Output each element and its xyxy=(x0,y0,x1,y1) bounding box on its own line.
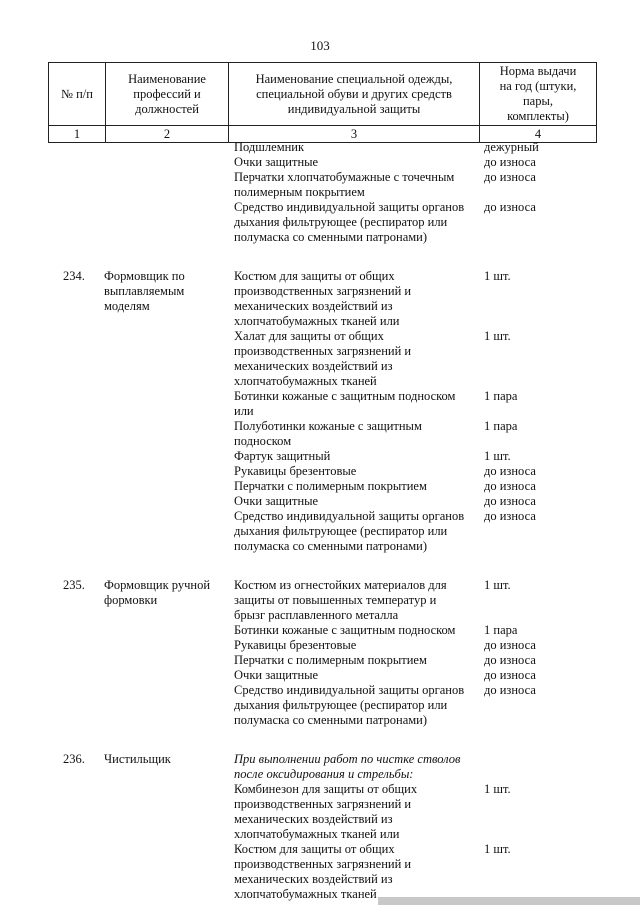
equipment-item-line: Подшлемник xyxy=(234,140,305,154)
equipment-item-line: Полуботинки кожаные с защитным xyxy=(234,419,422,433)
norm-value: до износа xyxy=(484,155,536,169)
profession-line: моделям xyxy=(104,299,150,313)
equipment-item-line: подноском xyxy=(234,434,292,448)
equipment-item-line: производственных загрязнений и xyxy=(234,797,412,811)
equipment-item-line: Халат для защиты от общих xyxy=(234,329,384,343)
equipment-item-line: Средство индивидуальной защиты органов xyxy=(234,683,465,697)
equipment-item-line: дыхания фильтрующее (респиратор или xyxy=(234,524,448,538)
column-number-3: 3 xyxy=(229,126,480,143)
equipment-item-line: Ботинки кожаные с защитным подноском xyxy=(234,389,456,403)
norm-value: до износа xyxy=(484,464,536,478)
norm-value: 1 шт. xyxy=(484,269,511,283)
profession-line: формовки xyxy=(104,593,158,607)
equipment-item-line: Комбинезон для защиты от общих xyxy=(234,782,418,796)
norm-value: до износа xyxy=(484,479,536,493)
equipment-item-line: Ботинки кожаные с защитным подноском xyxy=(234,623,456,637)
equipment-item-line: полумаска со сменными патронами) xyxy=(234,230,428,244)
equipment-item-line: брызг расплавленного металла xyxy=(234,608,399,622)
equipment-item-line: Костюм для защиты от общих xyxy=(234,842,395,856)
norm-value: 1 шт. xyxy=(484,782,511,796)
equipment-item-line: Очки защитные xyxy=(234,668,319,682)
equipment-item-line: полумаска со сменными патронами) xyxy=(234,539,428,553)
norm-value: до износа xyxy=(484,668,536,682)
equipment-item-line: Фартук защитный xyxy=(234,449,331,463)
row-number: 234. xyxy=(63,269,85,283)
equipment-item-line: Костюм для защиты от общих xyxy=(234,269,395,283)
equipment-item-line: Перчатки хлопчатобумажные с точечным xyxy=(234,170,455,184)
norm-value: до износа xyxy=(484,638,536,652)
equipment-item-line: Рукавицы брезентовые xyxy=(234,638,357,652)
equipment-item-line: Костюм из огнестойких материалов для xyxy=(234,578,447,592)
norm-value: до износа xyxy=(484,683,536,697)
equipment-item-line: производственных загрязнений и xyxy=(234,284,412,298)
usage-note: после оксидирования и стрельбы: xyxy=(234,767,414,781)
norm-value: дежурный xyxy=(484,140,539,154)
equipment-item-line: механических воздействий из xyxy=(234,872,393,886)
norm-value: 1 пара xyxy=(484,419,518,433)
norm-value: до износа xyxy=(484,200,536,214)
norm-value: до износа xyxy=(484,653,536,667)
table-header xyxy=(48,62,597,143)
equipment-item-line: хлопчатобумажных тканей xyxy=(234,374,377,388)
equipment-item-line: полумаска со сменными патронами) xyxy=(234,713,428,727)
equipment-item-line: хлопчатобумажных тканей или xyxy=(234,827,400,841)
equipment-item-line: дыхания фильтрующее (респиратор или xyxy=(234,215,448,229)
equipment-item-line: Перчатки с полимерным покрытием xyxy=(234,479,427,493)
column-number-4: 4 xyxy=(480,126,597,143)
equipment-item-line: Очки защитные xyxy=(234,155,319,169)
equipment-item-line: механических воздействий из xyxy=(234,299,393,313)
norm-value: 1 пара xyxy=(484,623,518,637)
profession-line: Чистильщик xyxy=(104,752,171,766)
equipment-item-line: Перчатки с полимерным покрытием xyxy=(234,653,427,667)
profession-line: выплавляемым xyxy=(104,284,185,298)
norm-value: 1 шт. xyxy=(484,578,511,592)
equipment-item-line: производственных загрязнений и xyxy=(234,857,412,871)
equipment-item-line: производственных загрязнений и xyxy=(234,344,412,358)
equipment-item-line: хлопчатобумажных тканей или xyxy=(234,314,400,328)
equipment-item-line: механических воздействий из xyxy=(234,359,393,373)
usage-note: При выполнении работ по чистке стволов xyxy=(234,752,461,766)
profession-line: Формовщик ручной xyxy=(104,578,211,592)
row-number: 235. xyxy=(63,578,85,592)
column-number-1: 1 xyxy=(49,126,106,143)
norm-value: до износа xyxy=(484,170,536,184)
scan-edge xyxy=(378,897,640,905)
norm-value: 1 шт. xyxy=(484,329,511,343)
header-col-equipment: Наименование специальной одежды, специальной обуви и других средств индивидуальной защиты xyxy=(229,63,480,126)
norm-value: до износа xyxy=(484,494,536,508)
header-col-number: № п/п xyxy=(49,63,106,126)
norm-value: 1 пара xyxy=(484,389,518,403)
equipment-item-line: Средство индивидуальной защиты органов xyxy=(234,200,465,214)
equipment-item-line: или xyxy=(234,404,254,418)
equipment-item-line: дыхания фильтрующее (респиратор или xyxy=(234,698,448,712)
norm-value: до износа xyxy=(484,509,536,523)
page-number: 103 xyxy=(310,38,330,53)
equipment-item-line: Очки защитные xyxy=(234,494,319,508)
header-col-profession: Наименование профессий и должностей xyxy=(106,63,229,126)
norm-value: 1 шт. xyxy=(484,449,511,463)
column-number-2: 2 xyxy=(106,126,229,143)
equipment-item-line: Рукавицы брезентовые xyxy=(234,464,357,478)
equipment-item-line: полимерным покрытием xyxy=(234,185,365,199)
header-col-norm: Норма выдачи на год (штуки, пары, комплекты) xyxy=(480,63,597,126)
equipment-item-line: защиты от повышенных температур и xyxy=(234,593,437,607)
equipment-item-line: Средство индивидуальной защиты органов xyxy=(234,509,465,523)
norm-value: 1 шт. xyxy=(484,842,511,856)
equipment-item-line: хлопчатобумажных тканей xyxy=(234,887,377,901)
equipment-item-line: механических воздействий из xyxy=(234,812,393,826)
profession-line: Формовщик по xyxy=(104,269,185,283)
row-number: 236. xyxy=(63,752,85,766)
